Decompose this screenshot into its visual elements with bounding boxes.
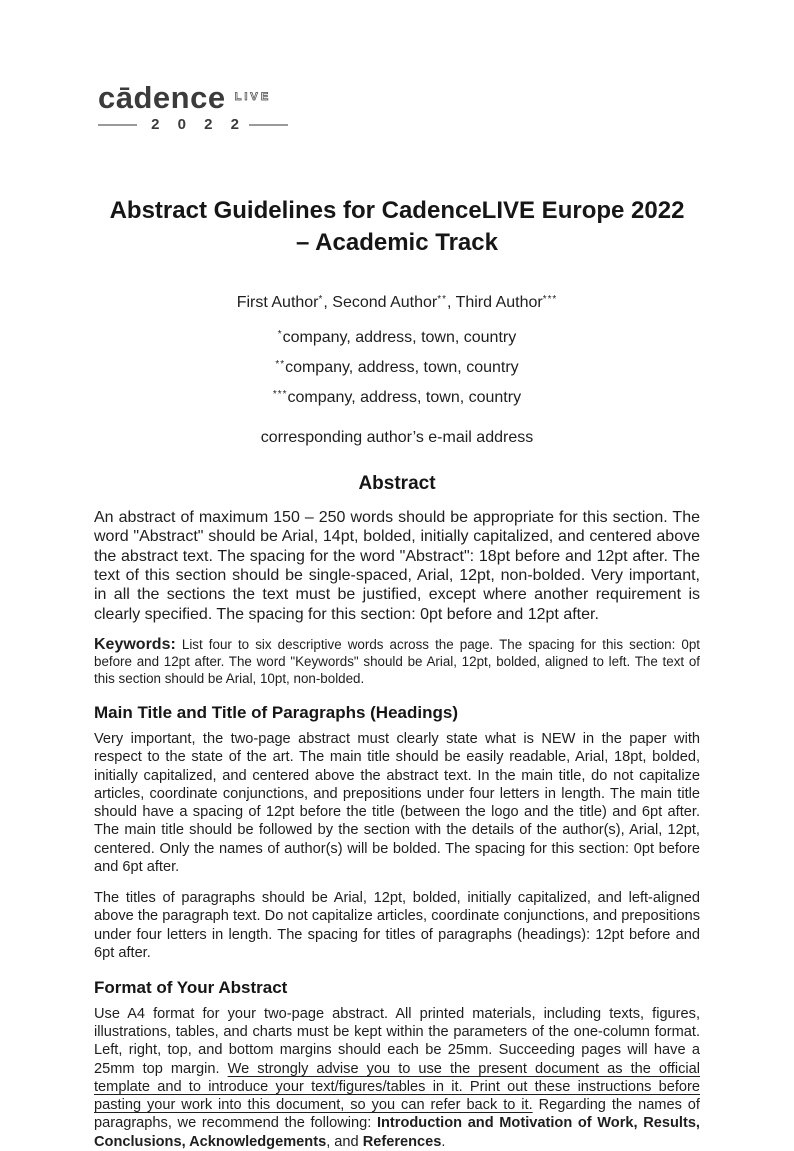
live-wordmark-icon: [234, 84, 288, 108]
author-name-3: Third Author: [455, 293, 543, 311]
logo-line-left: [98, 124, 137, 126]
abstract-paragraph: An abstract of maximum 150 – 250 words should be appropriate for this section. The word "Abstract" should be Arial, 14pt, bolded, initially capitalized, and centered above the abstract text. The spacing for the word "Abstract": 18pt before and 12pt after. The text of this section should be single-spaced, Arial, 12pt, non-bolded. Very important, in all the sections the text must be justified, except where another requirement is clearly specified. The spacing for this section: 0pt before and 12pt after.: [94, 508, 700, 623]
affiliation-text: company, address, town, country: [287, 388, 522, 406]
keywords-label: Keywords:: [94, 635, 176, 653]
email-line: corresponding author’s e-mail address: [260, 428, 534, 446]
format-run-normal: , and: [326, 1133, 363, 1150]
logo-row: [98, 82, 288, 113]
page-title: Abstract Guidelines for CadenceLIVE Europe 2022 – Academic Track: [109, 197, 685, 256]
author-marker-1: *: [318, 293, 324, 305]
author-marker-3: ***: [542, 293, 558, 305]
affiliation-marker: **: [275, 358, 286, 370]
logo-line-right: [249, 124, 288, 126]
format-run-bold: Introduction and Motivation of Work, Results, Conclusions, Acknowledgements: [94, 1115, 700, 1150]
main-title-paragraph-1: Very important, the two-page abstract must clearly state what is NEW in the paper with respect to the state of the art. The main title should be easily readable, Arial, 18pt, bolded, initially capitalized, and centered above the abstract text. In the main title, do not capitalize articles, coordinate conjunctions, and prepositions under four letters in length. The main title should have a spacing of 12pt before the title (between the logo and the title) and 6pt after. The main title should be followed by the section with the details of the author(s), Arial, 12pt, centered. Only the names of author(s) will be bolded. The spacing for this section: 0pt before and 6pt after.: [94, 731, 700, 875]
keywords-paragraph: [94, 635, 700, 687]
author-name-2: Second Author: [332, 293, 438, 311]
logo-year: 2 0 2 2: [151, 116, 246, 133]
format-run-underlined: We strongly advise you to use the present document as the official template and to introduce your text/figures/tables in it. Print out these instructions before pasting your work into this document, so you can refer back to it.: [94, 1060, 700, 1114]
section-heading-format: Format of Your Abstract: [94, 977, 288, 997]
affiliation-line: [94, 359, 700, 377]
affiliation-line: [94, 329, 700, 347]
affiliation-line: [94, 389, 700, 407]
affiliation-marker: ***: [272, 388, 288, 400]
format-run-normal: Regarding the names of paragraphs, we recommend the following:: [94, 1097, 700, 1132]
abstract-heading: Abstract: [358, 472, 436, 494]
affiliation-text: company, address, town, country: [285, 358, 519, 376]
byline-separator: ,: [446, 293, 456, 311]
byline-separator: ,: [323, 293, 333, 311]
affiliation-text: company, address, town, country: [282, 328, 517, 346]
byline: [94, 294, 700, 312]
cadence-live-logo: [98, 82, 288, 133]
logo-year-row: [98, 116, 288, 133]
format-run-bold: References: [362, 1133, 442, 1150]
keywords-text: List four to six descriptive words across the page. The spacing for this section: 0pt before and 12pt after. The word "Keywords" should be Arial, 12pt, bolded, aligned to left. The text of this section should be Arial, 10pt, non-bolded.: [94, 636, 700, 686]
format-paragraph: [94, 1005, 700, 1151]
live-wordmark-text: LIVE: [234, 90, 271, 103]
cadence-logo-text: cādence: [98, 80, 226, 115]
format-run-normal: .: [441, 1133, 446, 1150]
section-heading-main-title: Main Title and Title of Paragraphs (Headings): [94, 703, 458, 723]
affiliation-marker: *: [277, 328, 283, 340]
author-marker-2: **: [437, 293, 447, 305]
format-run-normal: Use A4 format for your two-page abstract. All printed materials, including texts, figures, illustrations, tables, and charts must be kept within the parameters of the one-column format. Left, right, top, and bottom margins should each be 25mm. Succeeding pages will have a 25mm top margin.: [94, 1005, 700, 1077]
author-name-1: First Author: [236, 293, 319, 311]
main-title-paragraph-2: The titles of paragraphs should be Arial, 12pt, bolded, initially capitalized, and left-aligned above the paragraph text. Do not capitalize articles, coordinate conjunctions, and prepositions under four letters in length. The spacing for titles of paragraphs (headings): 12pt before and 6pt after.: [94, 890, 700, 961]
